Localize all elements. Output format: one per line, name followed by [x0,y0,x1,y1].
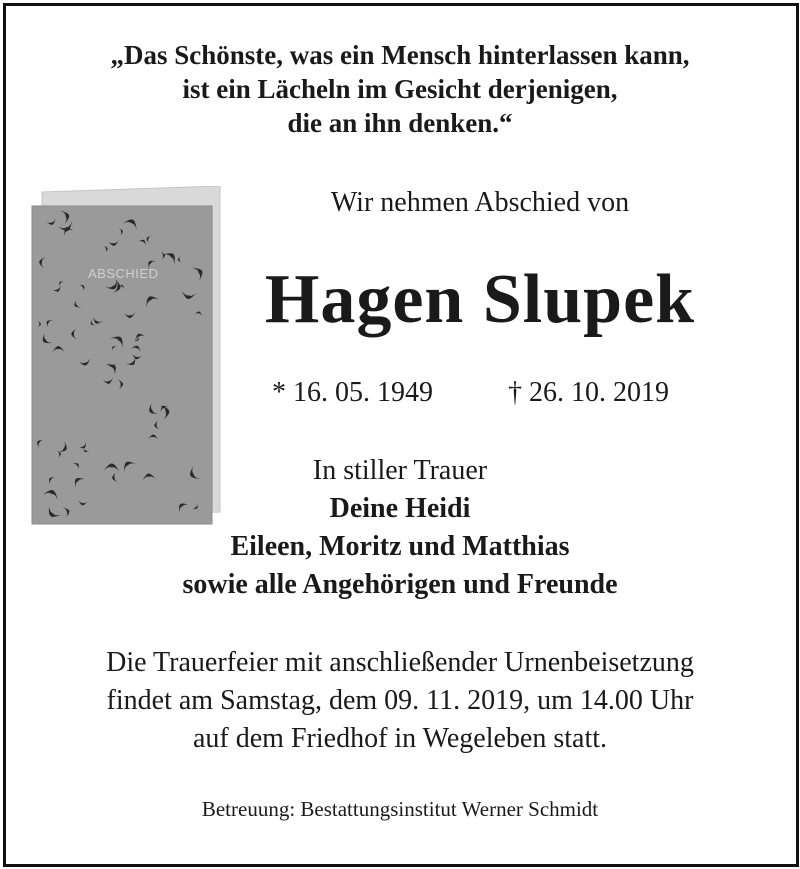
mourner-line: Deine Heidi [329,493,471,524]
card-title: ABSCHIED [88,266,159,281]
ceremony-details [0,644,800,758]
ceremony-line: auf dem Friedhof in Wegeleben statt. [193,723,607,754]
mourner-line: Eileen, Moritz und Matthias [230,531,570,562]
birth-date: * 16. 05. 1949 [272,377,433,408]
quote-line: „Das Schönste, was ein Mensch hinterlassen kann, [110,40,690,70]
mourners-block [0,452,800,604]
ceremony-line: Die Trauerfeier mit anschließender Urnenbeisetzung [106,647,694,678]
mourners-heading: In stiller Trauer [312,455,488,486]
mourner-line: sowie alle Angehörigen und Freunde [182,569,618,600]
quote-line: ist ein Lächeln im Gesicht derjenigen, [182,74,618,104]
funeral-home-credit: Betreuung: Bestattungsinstitut Werner Schmidt [201,797,599,821]
quote-line: die an ihn denken.“ [287,108,513,138]
deceased-name: Hagen Slupek [264,261,696,338]
farewell-intro: Wir nehmen Abschied von [330,187,630,218]
memorial-quote [0,38,800,140]
death-date: † 26. 10. 2019 [508,377,669,408]
ceremony-line: findet am Samstag, dem 09. 11. 2019, um 14.00 Uhr [106,685,694,716]
